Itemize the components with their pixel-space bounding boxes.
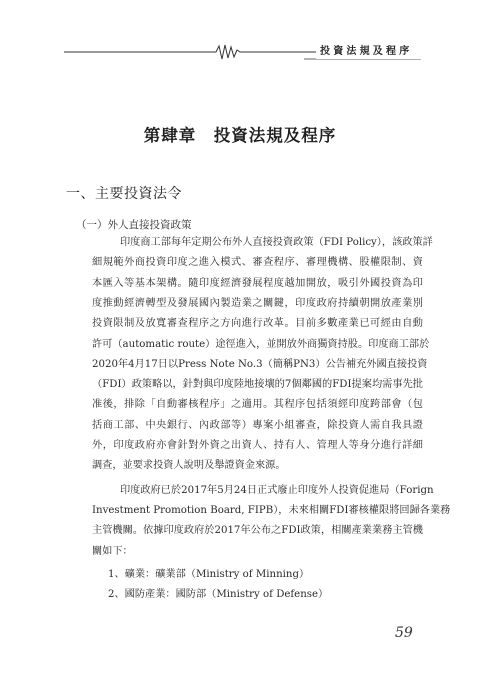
paragraph-line: 關如下： xyxy=(92,545,133,557)
paragraph-line: 印度商工部每年定期公布外人直接投資政策（FDI Policy），該政策詳 xyxy=(120,237,433,248)
paragraph-line: （FDI）政策略以，針對與印度陸地接壤的7個鄰國的FDI提案均需事先批 xyxy=(92,379,423,391)
paragraph-line: 准後，排除「自動審核程序」之適用。其程序包括須經印度跨部會（包 xyxy=(92,399,423,411)
chapter-title: 第肆章 投資法規及程序 xyxy=(143,126,337,145)
list-item: 2、國防產業：國防部（Ministry of Defense） xyxy=(108,589,329,601)
paragraph-line: 度推動經濟轉型及發展國內製造業之關鍵，印度政府持續朝開放產業別 xyxy=(92,297,423,309)
running-header xyxy=(64,44,421,62)
paragraph-line: 細規範外商投資印度之進入模式、審查程序、審理機構、股權限制、資 xyxy=(92,257,423,269)
paragraph-line: 調查，並要求投資人說明及舉證資金來源。 xyxy=(92,460,286,472)
paragraph-line: 本匯入等基本架構。隨印度經濟發展程度越加開放，吸引外國投資為印 xyxy=(92,277,423,289)
page-number: 59 xyxy=(395,625,413,641)
paragraph-line: 投資限制及放寬審查程序之方向進行改革。目前多數產業已可經由自動 xyxy=(92,318,423,330)
paragraph-line: 主管機關。依據印度政府於2017年公布之FDI政策，相關產業業務主管機 xyxy=(92,525,423,537)
section-title: 一、主要投資法令 xyxy=(66,186,182,202)
subsection-title: （一）外人直接投資政策 xyxy=(76,219,192,231)
paragraph-line: Investment Promotion Board, FIPB），未來相關FDI審核權限將回歸各業務 xyxy=(92,504,451,516)
running-title: 投資法規及程序 xyxy=(316,45,422,59)
list-item: 1、礦業：礦業部（Ministry of Minning） xyxy=(108,568,310,580)
paragraph-line: 括商工部、中央銀行、內政部等）專案小組審查，除投資人需自我具證 xyxy=(92,419,423,431)
paragraph-line: 外，印度政府亦會針對外資之出資人、持有人、管理人等身分進行詳細 xyxy=(92,440,423,451)
paragraph-line: 2020年4月17日以Press Note No.3（簡稱PN3）公告補充外國直接投資 xyxy=(92,358,428,370)
paragraph-line: 許可（automatic route）途徑進入，並開放外商獨資持股。印度商工部於 xyxy=(92,338,430,350)
paragraph-line: 印度政府已於2017年5月24日正式廢止印度外人投資促進局（Forign xyxy=(120,484,434,496)
